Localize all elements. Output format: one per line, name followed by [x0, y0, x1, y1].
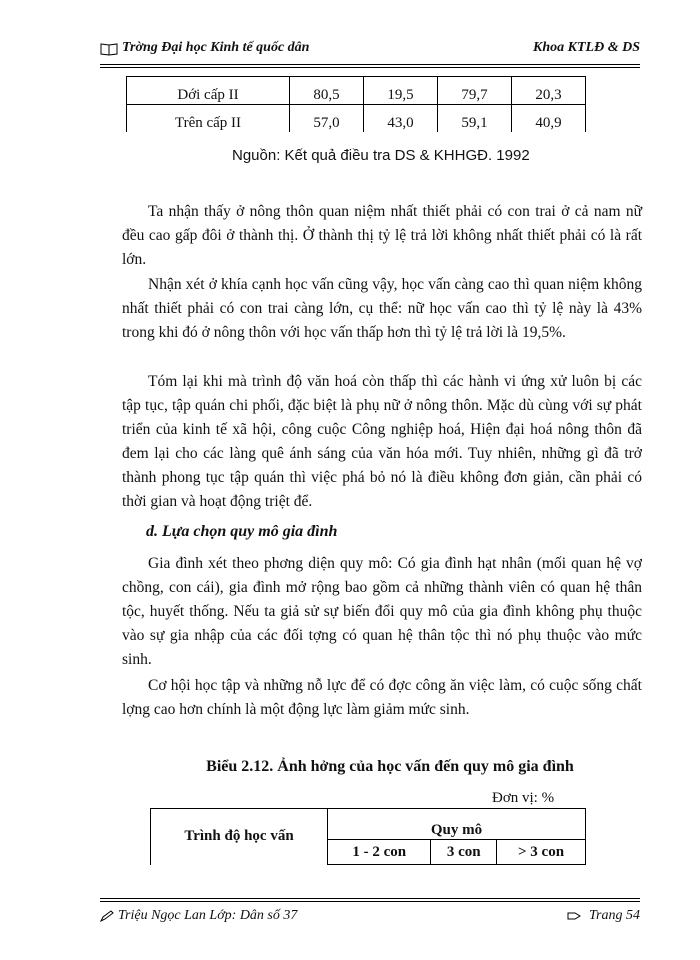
footer-author: Triệu Ngọc Lan Lớp: Dân số 37 [118, 908, 298, 923]
table-row [127, 105, 586, 133]
paragraph [122, 674, 642, 722]
table-cell: Trên cấp II [127, 105, 290, 133]
column-header-more-than-3-children: > 3 con [497, 840, 586, 865]
table-header-row [151, 809, 586, 840]
header-faculty: Khoa KTLĐ & DS [533, 40, 640, 55]
table-cell: 79,7 [438, 77, 512, 105]
paragraph-text: Ta nhận thấy ở nông thôn quan niệm nhất thiết phải có con trai ở cả nam nữ đều cao gấp đôi ở thành thị. Ở thành thị tỷ lệ trả lời không nhất thiết phải có là rất lớn. [122, 203, 642, 268]
section-heading: d. Lựa chọn quy mô gia đình [146, 523, 338, 540]
table-cell: Dới cấp II [127, 77, 290, 105]
table-cell: 20,3 [512, 77, 586, 105]
table-source: Nguồn: Kết quả điều tra DS & KHHGĐ. 1992 [232, 147, 530, 164]
page-header [100, 38, 640, 62]
table-caption: Biểu 2.12. Ảnh hởng của học vấn đến quy mô gia đình [206, 758, 574, 775]
book-icon [100, 42, 118, 56]
paragraph-text: Nhận xét ở khía cạnh học vấn cũng vậy, học vấn càng cao thì quan niệm không nhất thiết phải có con trai càng lớn, cụ thể: nữ học vấn cao thì tỷ lệ này là 43% trong khi đó ở nông thôn với học vấn thấp hơn thì tỷ lệ trả lời là 19,5%. [122, 276, 642, 341]
table-education-family-size [150, 808, 586, 865]
table-cell: 19,5 [364, 77, 438, 105]
paragraph [122, 370, 642, 514]
table-unit: Đơn vị: % [492, 790, 555, 806]
table-cell: 40,9 [512, 105, 586, 133]
footer-rule [100, 898, 640, 902]
paragraph-text: Cơ hội học tập và những nỗ lực để có đợc công ăn việc làm, có cuộc sống chất lợng cao hơn chính là một động lực làm giảm mức sinh. [122, 677, 642, 718]
table-cell: 57,0 [290, 105, 364, 133]
column-header-education: Trình độ học vấn [151, 809, 328, 865]
footer-page [567, 908, 640, 924]
column-header-3-children: 3 con [431, 840, 497, 865]
table-cell: 59,1 [438, 105, 512, 133]
paragraph [122, 552, 642, 672]
table-education-son-preference [126, 76, 586, 132]
header-institution: Trờng Đại học Kinh tế quốc dân [122, 40, 310, 55]
table-cell: 43,0 [364, 105, 438, 133]
header-rule [100, 64, 640, 68]
page-icon [567, 911, 581, 921]
column-header-family-size: Quy mô [328, 809, 586, 840]
column-header-1-2-children: 1 - 2 con [328, 840, 431, 865]
table-cell: 80,5 [290, 77, 364, 105]
pen-icon [100, 910, 114, 922]
paragraph-text: Gia đình xét theo phơng diện quy mô: Có gia đình hạt nhân (mối quan hệ vợ chồng, con cái), gia đình mở rộng bao gồm cả những thành viên có quan hệ thân tộc, huyết thống. Nếu ta giả sử sự biến đổi quy mô của gia đình không phụ thuộc vào sự gia nhập của các đối tợng có quan hệ thân tộc thì nó phụ thuộc vào mức sinh. [122, 555, 642, 668]
paragraph-text: Tóm lại khi mà trình độ văn hoá còn thấp thì các hành vi ứng xử luôn bị các tập tục, tập quán chi phối, đặc biệt là phụ nữ ở nông thôn. Mặc dù cùng với sự phát triển của kinh tế xã hội, công cuộc Công nghiệp hoá, Hiện đại hoá nông thôn đã đem lại cho các làng quê ánh sáng của văn hóa mới. Tuy nhiên, những gì đã trở thành phong tục tập quán thì việc phá bỏ nó là điều không đơn giản, cần phải có thời gian và hoạt động triệt để. [122, 373, 642, 510]
page-number: Trang 54 [589, 908, 640, 923]
paragraph [122, 200, 642, 272]
paragraph [122, 273, 642, 345]
table-row [127, 77, 586, 105]
page-footer [100, 906, 640, 930]
